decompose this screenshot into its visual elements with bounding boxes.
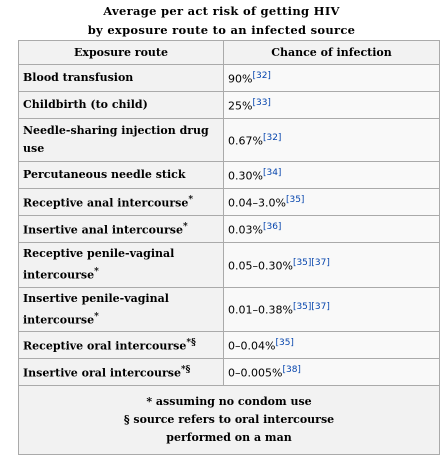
citation-link[interactable]: [36] xyxy=(262,221,282,232)
exposure-route-text: Insertive oral intercourse xyxy=(23,367,181,381)
table-row xyxy=(19,92,440,119)
exposure-route-text: Receptive penile-vaginal intercourse xyxy=(23,247,175,282)
chance-of-infection-cell xyxy=(224,287,440,332)
footnote-section-1: § source refers to oral intercourse xyxy=(123,413,335,427)
hiv-risk-table xyxy=(18,40,440,455)
table-row xyxy=(19,332,440,359)
exposure-route-cell xyxy=(19,92,224,119)
footnote-marker: * xyxy=(94,311,99,322)
chance-of-infection-cell xyxy=(224,243,440,288)
exposure-route-text: Receptive anal intercourse xyxy=(23,196,189,210)
citation-link[interactable]: [35][37] xyxy=(292,257,330,268)
table-row xyxy=(19,162,440,189)
table-row xyxy=(19,216,440,243)
chance-value: 0.67% xyxy=(228,134,263,148)
caption-line-1: Average per act risk of getting HIV xyxy=(103,4,340,18)
chance-of-infection-cell xyxy=(224,65,440,92)
citation-link[interactable]: [38] xyxy=(282,364,301,375)
exposure-route-text: Blood transfusion xyxy=(23,71,134,84)
exposure-route-cell xyxy=(19,287,224,332)
chance-of-infection-cell xyxy=(224,162,440,189)
chance-value: 90% xyxy=(228,72,253,86)
header-exposure-route: Exposure route xyxy=(19,41,224,65)
chance-of-infection-cell xyxy=(224,92,440,119)
table-row xyxy=(19,65,440,92)
chance-value: 0.05–0.30% xyxy=(228,259,293,273)
citation-link[interactable]: [35] xyxy=(285,194,305,205)
exposure-route-cell xyxy=(19,189,224,216)
exposure-route-cell xyxy=(19,65,224,92)
footnote-marker: * xyxy=(188,195,194,206)
exposure-route-cell xyxy=(19,216,224,243)
chance-value: 0–0.04% xyxy=(228,339,276,353)
footnote-marker: * xyxy=(182,222,188,233)
footnote-row xyxy=(19,386,440,455)
exposure-route-text: Percutaneous needle stick xyxy=(23,168,186,181)
footnote-section-2: performed on a man xyxy=(166,431,292,445)
exposure-route-cell xyxy=(19,332,224,359)
exposure-route-text: Childbirth (to child) xyxy=(23,98,148,111)
footnotes xyxy=(19,386,440,455)
table-row xyxy=(19,287,440,332)
footnote-star: * assuming no condom use xyxy=(146,395,312,409)
table-row xyxy=(19,189,440,216)
table-row xyxy=(19,359,440,386)
citation-link[interactable]: [35][37] xyxy=(292,302,330,313)
header-chance-of-infection: Chance of infection xyxy=(224,41,440,65)
footnote-marker: * xyxy=(94,267,99,277)
chance-of-infection-cell xyxy=(224,119,440,162)
header-row xyxy=(19,41,440,65)
citation-link[interactable]: [32] xyxy=(262,132,282,143)
table-row xyxy=(19,119,440,162)
exposure-route-text: Insertive anal intercourse xyxy=(23,223,183,237)
chance-value: 25% xyxy=(228,99,253,113)
citation-link[interactable]: [33] xyxy=(252,97,271,108)
chance-value: 0.01–0.38% xyxy=(228,303,293,317)
chance-of-infection-cell xyxy=(224,216,440,243)
footnote-marker: *§ xyxy=(180,365,191,376)
chance-of-infection-cell xyxy=(224,332,440,359)
table-row xyxy=(19,243,440,288)
chance-of-infection-cell xyxy=(224,189,440,216)
citation-link[interactable]: [35] xyxy=(275,337,294,348)
chance-value: 0–0.005% xyxy=(228,366,283,380)
exposure-route-text: Receptive oral intercourse xyxy=(23,340,187,354)
caption-line-2: by exposure route to an infected source xyxy=(87,23,356,37)
chance-value: 0.04–3.0% xyxy=(228,196,286,210)
exposure-route-cell xyxy=(19,162,224,189)
chance-of-infection-cell xyxy=(224,359,440,386)
exposure-route-cell xyxy=(19,243,224,288)
exposure-route-cell xyxy=(19,119,224,162)
chance-value: 0.03% xyxy=(228,223,263,237)
exposure-route-text: Needle-sharing injection drug use xyxy=(23,124,209,155)
exposure-route-cell xyxy=(19,359,224,386)
chance-value: 0.30% xyxy=(228,169,263,183)
citation-link[interactable]: [34] xyxy=(262,167,282,178)
citation-link[interactable]: [32] xyxy=(252,70,271,81)
table-caption xyxy=(0,0,443,40)
exposure-route-text: Insertive penile-vaginal intercourse xyxy=(23,291,169,327)
footnote-marker: *§ xyxy=(186,338,196,349)
